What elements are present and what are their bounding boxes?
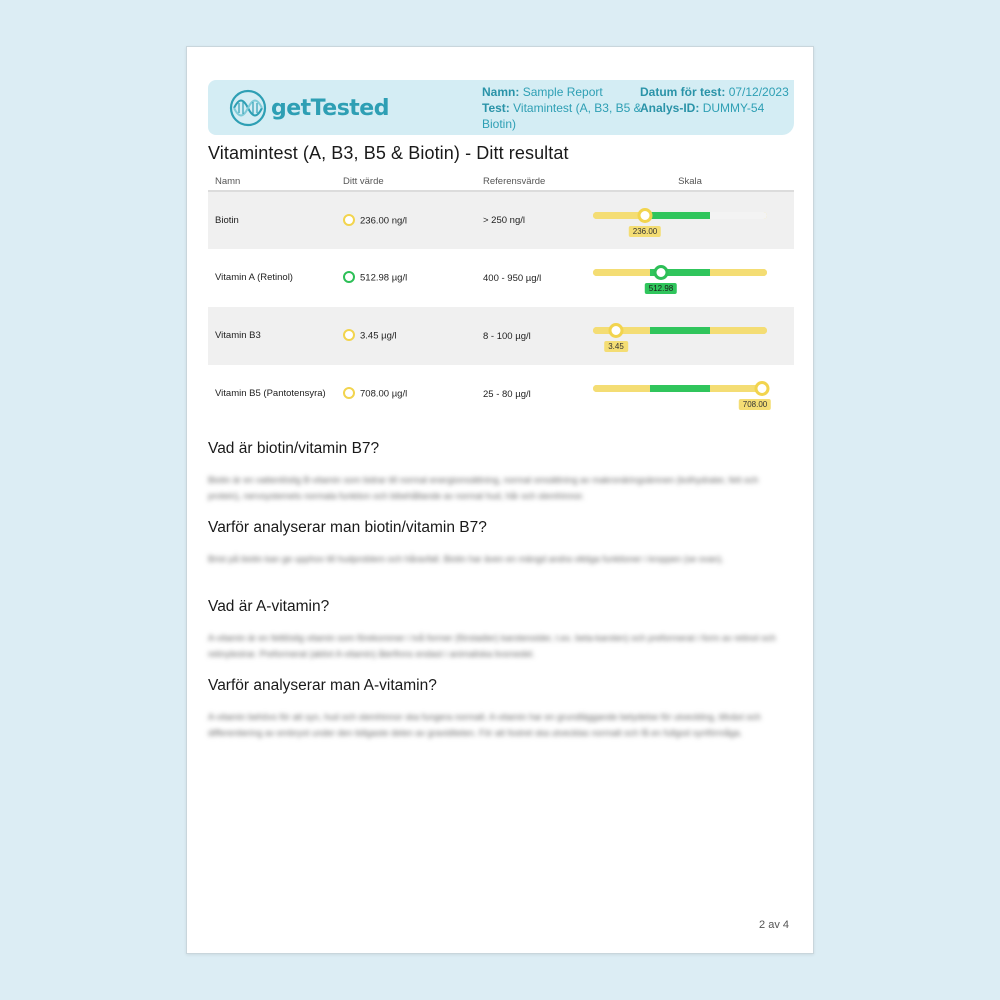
- analysis-id-value: DUMMY-54: [702, 101, 765, 115]
- page-title: Vitamintest (A, B3, B5 & Biotin) - Ditt resultat: [208, 143, 569, 163]
- result-scale-cell: [586, 191, 794, 249]
- result-reference: 8 - 100 µg/l: [476, 307, 586, 365]
- range-segment: [650, 212, 709, 219]
- brand-name: getTested: [271, 95, 389, 121]
- analysis-id-label: Analys-ID:: [640, 101, 700, 115]
- table-header-row: [208, 173, 794, 191]
- value-marker: [755, 381, 770, 396]
- range-bar: [593, 385, 767, 392]
- result-value-cell: [336, 249, 476, 307]
- range-scale: [593, 201, 767, 241]
- result-name: Vitamin A (Retinol): [215, 272, 293, 283]
- range-scale: [593, 258, 767, 298]
- column-header-value: Ditt värde: [336, 173, 476, 191]
- section-heading-vitamin-a-why: Varför analyserar man A-vitamin?: [208, 677, 437, 694]
- page-number: 2 av 4: [759, 919, 789, 931]
- marker-label: 708.00: [739, 399, 771, 410]
- result-scale-cell: [586, 365, 794, 423]
- range-segment: [593, 269, 650, 276]
- section-heading-biotin-why: Varför analyserar man biotin/vitamin B7?: [208, 519, 487, 536]
- range-segment: [650, 327, 709, 334]
- table-row: [208, 191, 794, 249]
- result-reference: 25 - 80 µg/l: [483, 388, 531, 400]
- test-label: Test:: [482, 101, 510, 115]
- marker-label: 512.98: [645, 283, 677, 294]
- range-bar: [593, 269, 767, 276]
- table-row: [208, 249, 794, 307]
- section-body-biotin-why: Brist på biotin kan ge upphov till hudproblem och håravfall. Biotin har även en mängd andra viktiga funktioner i kroppen (se ovan).: [208, 554, 724, 564]
- dna-logo-icon: [228, 88, 268, 128]
- range-segment: [650, 385, 709, 392]
- test-value: Vitamintest (A, B3, B5 & Biotin): [482, 101, 642, 131]
- marker-label: 3.45: [604, 341, 628, 352]
- results-table: [208, 173, 794, 423]
- result-scale-cell: [586, 249, 794, 307]
- report-page: [186, 46, 814, 954]
- section-heading-vitamin-a: Vad är A-vitamin?: [208, 598, 330, 615]
- section-heading-biotin: Vad är biotin/vitamin B7?: [208, 440, 380, 457]
- value-marker: [609, 323, 624, 338]
- report-meta-right: [640, 84, 790, 116]
- column-header-name: Namn: [208, 173, 336, 191]
- range-segment: [710, 327, 767, 334]
- section-body-vitamin-a-why: A-vitamin behövs för att syn, hud och slemhinnor ska fungera normalt. A-vitamin har en grundläggande betydelse för utveckling, tillväxt och differentiering av embryot under den tidigaste delen av graviditeten. För att fostret ska utvecklas normalt och få en fullgod synförmåga.: [208, 712, 761, 738]
- result-value-cell: [336, 307, 476, 365]
- result-value: 3.45 µg/l: [360, 330, 397, 342]
- name-label: Namn:: [482, 85, 520, 99]
- result-scale-cell: [586, 307, 794, 365]
- report-header: [208, 80, 794, 135]
- range-segment: [710, 212, 767, 219]
- result-reference: 400 - 950 µg/l: [483, 272, 542, 284]
- value-marker: [654, 265, 669, 280]
- brand-logo: [228, 87, 389, 129]
- column-header-reference: Referensvärde: [476, 173, 586, 191]
- section-body-biotin: Biotin är en vattenlöslig B-vitamin som bidrar till normal energiomsättning, normal omsättning av makronäringsämnen (kolhydrater, fett och protein), nervsystemets normala funktion och bibehållande av normal hud, hår och slemhinnor.: [208, 475, 759, 501]
- result-value: 708.00 µg/l: [360, 388, 408, 400]
- result-name: Vitamin B3: [208, 307, 336, 365]
- result-name: Vitamin B5 (Pantotensyra): [215, 388, 326, 399]
- result-value: 512.98 µg/l: [360, 272, 408, 284]
- range-bar: [593, 212, 767, 219]
- name-value: Sample Report: [522, 85, 603, 99]
- column-header-scale: Skala: [586, 173, 794, 191]
- result-value-cell: [336, 191, 476, 249]
- range-segment: [593, 385, 650, 392]
- status-dot-icon: [343, 271, 355, 283]
- marker-label: 236.00: [629, 226, 661, 237]
- table-row: [208, 307, 794, 365]
- section-body-vitamin-a: A-vitamin är en fettlöslig vitamin som förekommer i två former (förstadier) karotenoider, t.ex. beta-karoten) och preformerat i form av retinol och retinylestrar. Preformerat (aktivt A-vitamin) återfinns endast i animaliska livsmedel.: [208, 633, 776, 659]
- result-reference: > 250 ng/l: [476, 191, 586, 249]
- report-meta-left: [482, 84, 642, 132]
- date-label: Datum för test:: [640, 85, 726, 99]
- value-marker: [638, 208, 653, 223]
- range-scale: [593, 374, 767, 414]
- date-value: 07/12/2023: [728, 85, 789, 99]
- result-value-cell: [336, 365, 476, 423]
- status-dot-icon: [343, 387, 355, 399]
- table-row: [208, 365, 794, 423]
- range-segment: [710, 269, 767, 276]
- status-dot-icon: [343, 329, 355, 341]
- range-scale: [593, 316, 767, 356]
- status-dot-icon: [343, 214, 355, 226]
- result-value: 236.00 ng/l: [360, 215, 408, 227]
- result-name: Biotin: [208, 191, 336, 249]
